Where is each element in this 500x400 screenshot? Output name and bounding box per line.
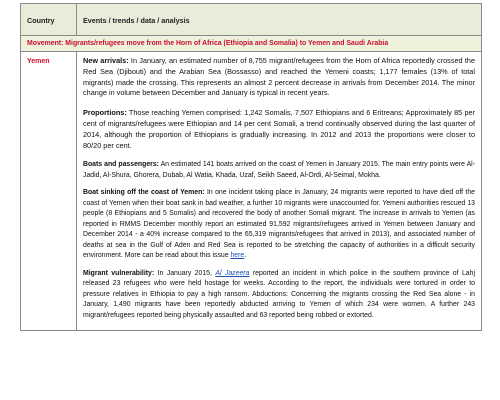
- country-name: Yemen: [21, 52, 77, 331]
- paragraph-new-arrivals: [83, 56, 475, 99]
- paragraph-lead: Boats and passengers:: [83, 161, 159, 169]
- paragraph-lead: Boat sinking off the coast of Yemen:: [83, 189, 205, 197]
- paragraph-boats: [83, 160, 475, 181]
- movement-row: [21, 36, 482, 52]
- paragraph-body: In one incident taking place in January, 24 migrants were reported to have died off the coast of Yemen when their boat sank in bad weather, a further 10 migrants were unaccounted for. Yemeni authorities rescued 13 people (8 Ethiopians and 5 Somalis) and recovered the body of another Somali migrant. The increase in arrivals to Yemen (as reported in RMMS December monthly report an estimated 91,592 migrants/refugees arrived in Yemen between January and December 2014 - a 40% increase compared to the 65,319 migrants/refugees that arrived in 2013), and associated number of deaths at sea in the Gulf of Aden and Red Sea is reported to be stretching the capacity of authorities in a difficult security environment. More can be read about this issue: [83, 189, 475, 260]
- paragraph-lead: New arrivals:: [83, 56, 129, 65]
- header-country: Country: [21, 4, 77, 36]
- movement-heading: Movement: Migrants/refugees move from the Horn of Africa (Ethiopia and Somalia) to Yemen and Saudi Arabia: [21, 36, 482, 52]
- paragraph-tail: .: [244, 252, 247, 260]
- al-jazeera-link[interactable]: Al Jazeera: [215, 269, 250, 277]
- paragraph-body: In January, an estimated number of 8,755 migrant/refugees from the Horn of Africa reportedly crossed the Red Sea (Djibouti) and the Arabian Sea (Bossasso) and reached the Yemeni coasts; 1,177 females (13% of total migrants) made the crossing. This represents an almost 2 percent decrease in arrivals from December 2014. The minor change in volume between December and January is typical in recent years.: [83, 56, 475, 98]
- paragraph-pre: In January 2015,: [154, 269, 216, 277]
- paragraph-body: An estimated 141 boats arrived on the coast of Yemen in January 2015. The main entry points were Al-Jadid, Al-Shura, Ghorera, Dubab, Al Watia, Khada, Uzaf, Seikh Saeed, Al-Ordi, Al-Seimal, Mokha.: [83, 161, 476, 179]
- paragraph-lead: Proportions:: [83, 108, 127, 118]
- paragraph-lead: Migrant vulnerability:: [83, 269, 155, 277]
- paragraph-migrant-vulnerability: [83, 269, 475, 322]
- paragraph-boat-sinking: [83, 188, 475, 262]
- table-header-row: [21, 4, 482, 36]
- table-row: [21, 52, 482, 331]
- paragraph-body: reported an incident in which police in the southern province of Lahj released 23 refugees who were held hostage for weeks. According to the report, the individuals were tortured in order to pressure relatives in Ethiopia to pay a high ransom. Abductions: Concerning the migrants crossing the Red Sea alone - in January, 1,490 migrants have been reportedly abducted arriving to Yemen of which 234 were women. A further 243 migrant/refugees reported being physically assaulted and 63 reported being robbed or extorted.: [83, 269, 475, 319]
- events-table: [20, 3, 482, 331]
- paragraph-proportions: [83, 108, 475, 151]
- paragraph-body: Those reaching Yemen comprised: 1,242 Somalis, 7,507 Ethiopians and 6 Eritreans; Approximately 85 per cent of migrants/refugees were Ethiopian and 14 per cent Somali, a trend continually observed during the last quarter of 2014, although the proportion of Ethiopians is gradually increasing. In 2012 and 2013 the proportions were closer to 80/20 per cent.: [83, 108, 475, 150]
- events-content: [77, 52, 482, 331]
- document-page: [20, 3, 482, 400]
- here-link[interactable]: here: [230, 252, 245, 260]
- header-events: Events / trends / data / analysis: [77, 4, 482, 36]
